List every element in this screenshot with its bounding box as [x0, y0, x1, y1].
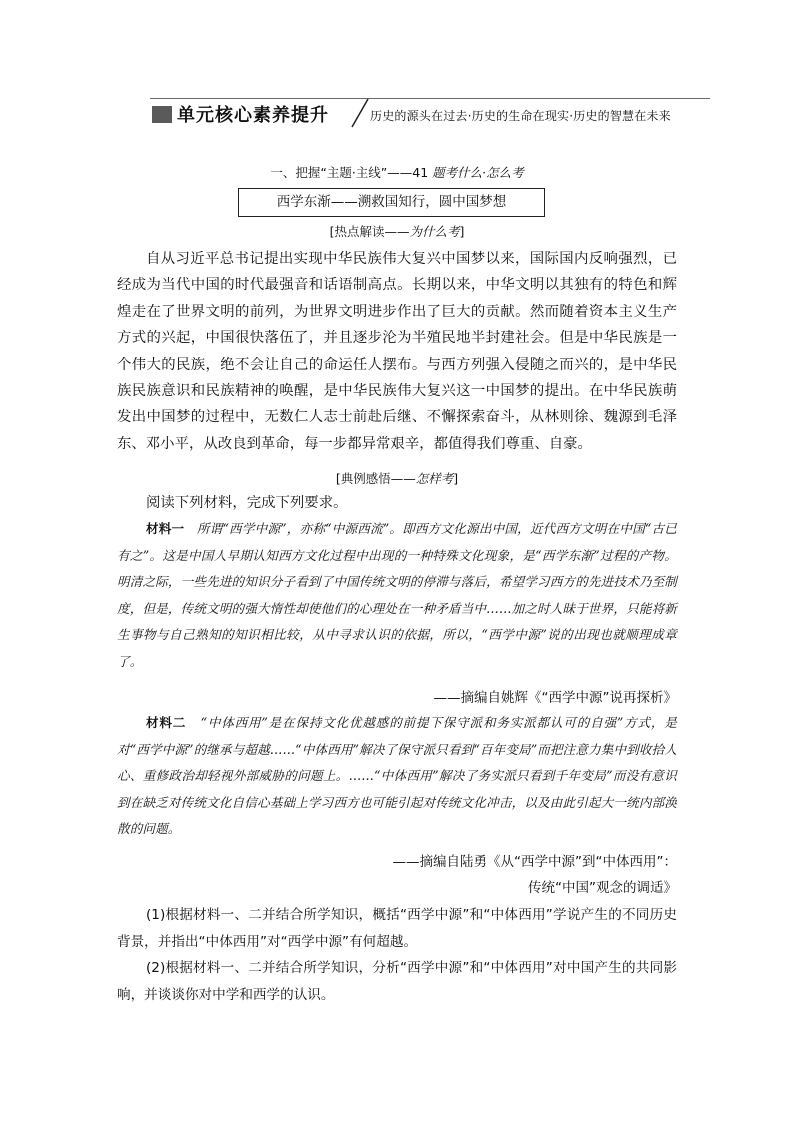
material-two-source-line1: ——摘编自陆勇《从“西学中源”到“中体西用”：: [392, 854, 677, 870]
question-2: (2)根据材料一、二并结合所学知识，分析“西学中源”和“中体西用”对中国产生的共同影响，并谈谈你对中学和西学的认识。: [117, 960, 677, 1003]
unit-banner-title: 单元核心素养提升: [177, 105, 329, 126]
hot-topic-heading: [0, 222, 794, 240]
material-one-text: 所谓“西学中源”，亦称“中源西流”。即西方文化源出中国，近代西方文明在中国“古已有之”。这是中国人早期认知西方文化过程中出现的一种特殊文化现象，是“西学东渐”过程的产物。明清之际，一些先进的知识分子看到了中国传统文明的停滞与落后，希望学习西方的先进技术乃至制度，但是，传统文明的强大惰性却使他们的心理处在一种矛盾当中……加之时人昧于世界，只能将新生事物与自己熟知的知识相比较，从中寻求认识的依据，所以，“西学中源”说的出现也就顺理成章了。: [117, 521, 677, 669]
hot-topic-label: [热点解读——: [329, 224, 410, 239]
material-one: [117, 516, 677, 676]
question-1: (1)根据材料一、二并结合所学知识，概括“西学中源”和“中体西用”学说产生的不同历史背景，并指出“中体西用”对“西学中源”有何超越。: [117, 907, 677, 950]
hot-topic-label-italic: 为什么考: [409, 224, 460, 239]
material-one-source: ——摘编自姚辉《“西学中源”说再探析》: [433, 690, 677, 706]
material-two: [117, 710, 677, 843]
theme-box: 西学东渐——溯救国知行，圆中国梦想: [238, 188, 545, 217]
header-motto: 历史的源头在过去·历史的生命在现实·历史的智慧在未来: [370, 109, 671, 123]
hot-topic-label-end: ]: [459, 224, 465, 239]
header-square-icon: [152, 106, 172, 123]
intro-paragraph: 自从习近平总书记提出实现中华民族伟大复兴中国梦以来，国际国内反响强烈，已经成为当代中国的时代最强音和话语制高点。长期以来，中华文明以其独有的特色和辉煌走在了世界文明的前列，为世界文明进步作出了巨大的贡献。然而随着资本主义生产方式的兴起，中国很快落伍了，并且逐步沦为半殖民地半封建社会。但是中华民族是一个伟大的民族，绝不会让自己的命运任人摆布。与西方列强入侵随之而兴的，是中华民族民族意识和民族精神的唤醒，是中华民族伟大复兴这一中国梦的提出。在中华民族萌发出中国梦的过程中，无数仁人志士前赴后继、不懈探索奋斗，从林则徐、魏源到毛泽东、邓小平，从改良到革命，每一步都异常艰辛，都值得我们尊重、自豪。: [117, 251, 677, 452]
header-rule: [150, 98, 710, 99]
example-heading: [0, 469, 794, 487]
example-label-end: ]: [453, 471, 459, 486]
instruction-text: 阅读下列材料，完成下列要求。: [146, 495, 348, 511]
material-two-label: 材料二: [146, 715, 187, 730]
section-title-suffix: 题考什么·怎么考: [432, 165, 524, 180]
material-two-source-line2: 传统“中国”观念的调适》: [528, 880, 677, 896]
section-title-prefix: 一、把握“主题·主线”——41: [270, 165, 433, 180]
section-title: [0, 163, 794, 181]
header-slash-icon: [348, 98, 372, 128]
example-label: [典例感悟——: [335, 471, 416, 486]
material-two-text: “中体西用”是在保持文化优越感的前提下保守派和务实派都认可的自强”方式，是对“西学中源”的继承与超越……“中体西用”解决了保守派只看到“百年变局”而把注意力集中到收拾人心、重修政治却轻视外部威胁的问题上。……“中体西用”解决了务实派只看到千年变局”而没有意识到在缺乏对传统文化自信心基础上学习西方也可能引起对传统文化冲击，以及由此引起大一统内部涣散的问题。: [117, 715, 678, 837]
example-label-italic: 怎样考: [415, 471, 454, 486]
material-one-label: 材料一: [146, 521, 185, 536]
